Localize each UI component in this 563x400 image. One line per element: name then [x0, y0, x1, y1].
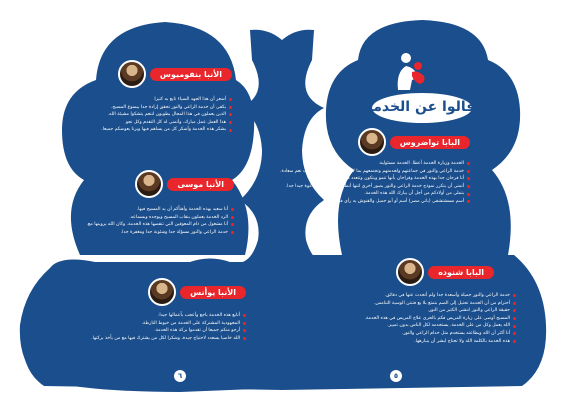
list-item: الرد الخدمة يعملون بنقاب المسيح ويوجده وبسماعه. — [94, 214, 234, 222]
list-item: أسم مسشتشفى (باتي مصر) أسم أو أبو جميل والقنوش به رأى في مصر. — [320, 198, 470, 206]
list-item: أنا أكثر أن الله وبطاعته يستخدم مثل خدام الراعي والنور. — [294, 330, 516, 338]
list-item: خدمة الراعي والنور مسؤلة جدا وشئونة جدا ومغفرة جدا. — [94, 229, 234, 237]
list-item: بشكر هذه الخدمة وأشكر كل من يساهم فيها ويرنا يعوضكم جميعا. — [104, 126, 232, 134]
right-section-2 — [294, 258, 516, 345]
list-item: الذين يعملون في هذا المجال يطوبون لتنعم يتشكوا مشيئة الله. — [104, 111, 232, 119]
list-item: الله خاضبا يسعدد لاحتياج جيدة، وشكرا لكل من يشترك فيها مع من يأخذ بركتها. — [96, 335, 246, 343]
section-title: البابا شنوده — [428, 266, 494, 279]
right-page — [282, 0, 563, 400]
list-item: المسيح أوصى على زيارة المريض فكم بالحري علاج المريض في هذه الخدمة. — [294, 315, 516, 323]
bishop-avatar — [135, 170, 163, 198]
page-number: ٦ — [174, 370, 186, 382]
section-title: الأنبا بنفوميوس — [150, 68, 232, 81]
list-item: أتابع هذه الخدمة باجع وأعجب بأعمالها جيدا. — [96, 312, 246, 320]
list-item: الخدمة وزيارة الخدمة أعطا. الخدمة مسئولية. — [320, 160, 470, 168]
section-title: الأنبا يوأنس — [180, 286, 246, 299]
pope-avatar — [396, 258, 424, 286]
bishop-avatar — [148, 278, 176, 306]
bullet-list — [280, 160, 470, 206]
section-title: الأنبا موسى — [167, 178, 234, 191]
left-section-1 — [101, 60, 232, 134]
bishop-avatar — [118, 60, 146, 88]
bullet-list — [91, 312, 246, 342]
list-item: حقيقة الراعي والنور انتشى الكثير من النور. — [294, 307, 516, 315]
right-section-1 — [280, 128, 470, 206]
list-item: هذه الخدمة بالكلمة الله ولا تحتاج لبشر أن ينبارهها. — [294, 338, 516, 346]
list-item: خدمة الراعي والنور جميلة وأسعدة جدا ولم أتحدث عنها في دقائق. — [294, 292, 516, 300]
list-item: بتملى من أولادكم من أجل أن يبارك الله هذه الخدمة. — [320, 190, 470, 198]
page-title-box — [364, 96, 476, 118]
list-item: أنا سعيد بهذه الخدمة وأهنأكم أن يد المسيح فيها. — [94, 206, 234, 214]
list-item: الله يعمل وكل من على الخدمة. يستخدمه لكل الناس بدون تمييز. — [294, 322, 516, 330]
list-item: يكفى أن خدمة الراعي والنور تحقق إرادة جدا بيسوع المسيح. — [104, 104, 232, 112]
list-item: أشعر أن هذا الجهد السياء تابع به كثيرا — [104, 96, 232, 104]
bullet-list — [294, 292, 516, 345]
list-item: أرجو منكم جميعا أن تقدموا بركة هذه الخدمة. — [96, 327, 246, 335]
list-item: أتمنى أن يتكرر نموذج خدمة الراعي والنور بصور أخرى لتنها أنظانه جميعه، أولاد دعوة جيدا جدا. — [320, 183, 470, 191]
pope-avatar — [358, 128, 386, 156]
page-title: قالوا عن الخدمة — [364, 99, 476, 115]
list-item: خدمة الراعي والنور في جماعتهم ولخدمتهم وتجتمعهم بما لا شك هذه الأشياء لتستحب نعم سعادة. — [320, 168, 470, 176]
page-number: ٥ — [390, 370, 402, 382]
list-item: هذا العمل عمل مبارك. وأتمنى له كل التقدم وكل نجو — [104, 119, 232, 127]
section-title: البابا تواضروس — [390, 136, 470, 149]
bullet-list — [101, 96, 232, 134]
list-item: أحترام من أن الخدمة تحتيل إلى الصم بتمتع بلا بع فتنتن الوسية التنامس. — [294, 300, 516, 308]
shepherd-logo-icon — [394, 52, 428, 92]
list-item: أنا مشغول من ذام المعوقين التي تنقصها هذه الخدمة. وكان الله يروينها مع. — [94, 221, 234, 229]
left-section-2 — [86, 170, 234, 236]
list-item: أنا فرحان جدا بهذه الخدمة وقراحان بأنها تنمو وبتكون وتتعدد في جميع المجالات. — [320, 175, 470, 183]
list-item: المجهودية المشتركة على الخدمة من خيوط التارطة. — [96, 320, 246, 328]
bullet-list — [86, 206, 234, 236]
left-section-3 — [91, 278, 246, 342]
